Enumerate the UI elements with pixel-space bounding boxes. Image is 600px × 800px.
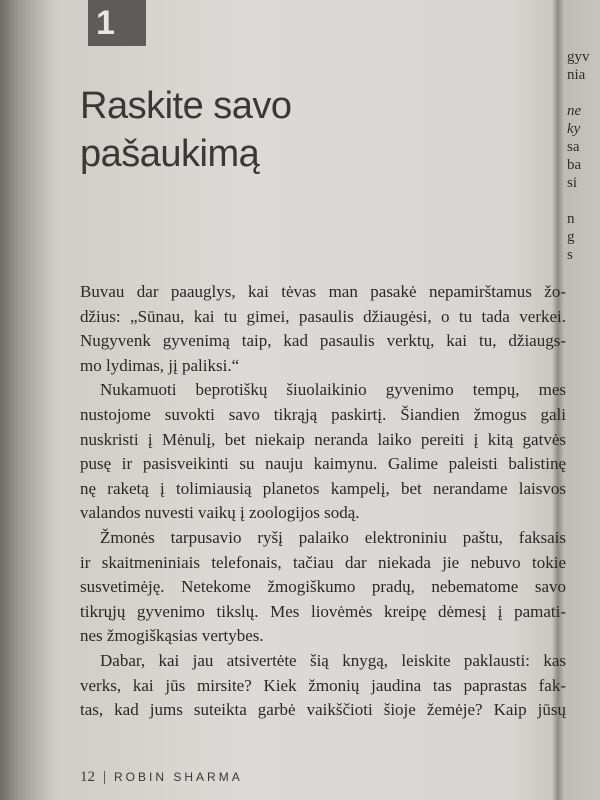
fragment: n bbox=[567, 211, 575, 227]
text-line: valandos nuvesti vaikų į zoologijos sodą. bbox=[80, 503, 360, 523]
text-line: nustojome suvokti savo tikrąją paskirtį. Šiandien žmogus gali bbox=[80, 404, 566, 424]
fragment: s bbox=[567, 247, 573, 263]
chapter-title-line: pašaukimą bbox=[80, 133, 260, 175]
spacer bbox=[567, 192, 600, 210]
text-line: tas, kad jums suteikta garbė vaikščioti šioje žemėje? Kaip jūsų bbox=[80, 700, 566, 720]
text-line: Buvau dar paauglys, kai tėvas man pasakė nepamirštamus žo- bbox=[80, 282, 566, 301]
fragment: sa bbox=[567, 139, 580, 155]
text-line: tikrųjų gyvenimo tikslų. Mes liovėmės kreipę dėmesį į pamati- bbox=[80, 601, 566, 621]
body-text bbox=[80, 280, 566, 723]
footer-separator: | bbox=[103, 769, 107, 785]
text-line: mo lydimas, jį paliksi.“ bbox=[80, 355, 240, 375]
page-number: 12 bbox=[80, 769, 95, 785]
fragment: ne bbox=[567, 103, 582, 119]
text-line: Nugyvenk gyvenimą taip, kad pasaulis verktų, kai tu, džiaugs- bbox=[80, 331, 566, 351]
spacer bbox=[567, 84, 600, 102]
text-line: nę raketą į tolimiausią planetos kampelį, bet nerandame laisvos bbox=[80, 478, 566, 498]
chapter-title bbox=[80, 82, 292, 178]
text-line: verks, kai jūs mirsite? Kiek žmonių jaudina tas paprastas fak- bbox=[80, 675, 566, 695]
text-line: Nukamuoti beprotiškų šiuolaikinio gyvenimo tempų, mes bbox=[100, 380, 566, 400]
text-line: Žmonės tarpusavio ryšį palaiko elektroniniu paštu, faksais bbox=[100, 527, 566, 547]
text-line: nuskristi į Mėnulį, bet niekaip neranda laiko pereiti į kitą gatvės bbox=[80, 429, 566, 449]
fragment: gyv bbox=[567, 49, 590, 65]
text-line: džius: „Sūnau, kai tu gimei, pasaulis džiaugėsi, o tu tada verkei. bbox=[80, 306, 566, 326]
page-footer bbox=[80, 769, 243, 786]
fragment: nia bbox=[567, 67, 586, 83]
adjacent-page-text bbox=[567, 48, 600, 264]
chapter-number: 1 bbox=[96, 4, 115, 42]
text-line: ir skaitmeniniais telefonais, tačiau dar niekada jie nebuvo tokie bbox=[80, 552, 566, 572]
text-line: nes žmogiškąsias vertybes. bbox=[80, 626, 264, 646]
text-line: Dabar, kai jau atsivertėte šią knygą, leiskite paklausti: kas bbox=[100, 650, 566, 670]
fragment: ba bbox=[567, 157, 582, 173]
text-line: pusę ir pasisveikinti su nauju kaimynu. Galime paleisti balistinę bbox=[80, 454, 566, 474]
fragment: ky bbox=[567, 121, 581, 137]
fragment: si bbox=[567, 175, 578, 191]
fragment: g bbox=[567, 229, 575, 245]
author-name: ROBIN SHARMA bbox=[114, 770, 243, 784]
text-line: susvetimėję. Netekome žmogiškumo pradų, nebematome savo bbox=[80, 577, 566, 597]
chapter-title-line: Raskite savo bbox=[80, 85, 292, 127]
